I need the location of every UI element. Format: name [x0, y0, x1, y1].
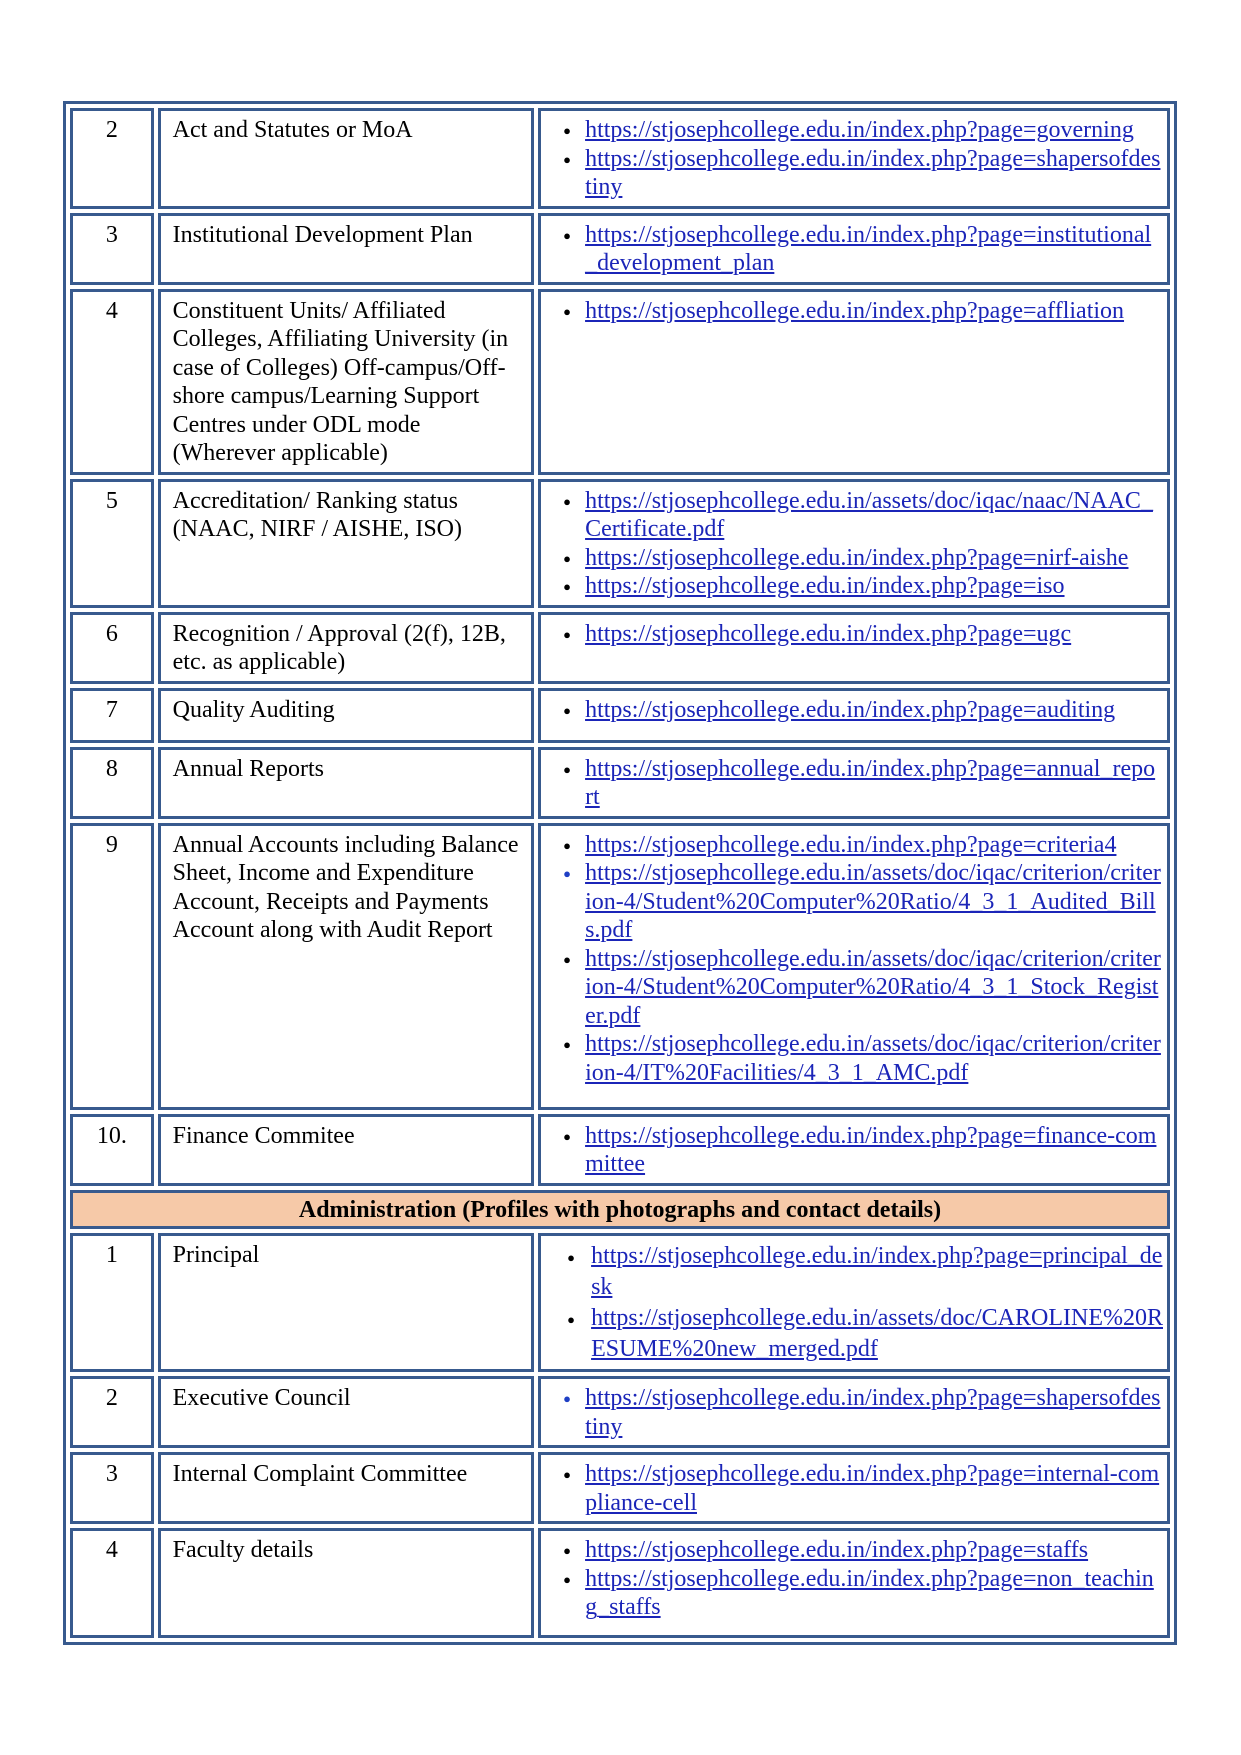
row-label: Accreditation/ Ranking status (NAAC, NIRF / AISHE, ISO)	[158, 479, 534, 608]
table-row	[70, 1233, 1170, 1372]
document-link[interactable]: https://stjosephcollege.edu.in/index.php?page=iso	[585, 573, 1065, 599]
link-list-cell	[538, 213, 1170, 285]
document-link[interactable]: https://stjosephcollege.edu.in/index.php?page=institutional_development_plan	[585, 221, 1152, 276]
list-item	[559, 831, 1163, 860]
list-item	[559, 1303, 1163, 1365]
row-label: Annual Accounts including Balance Sheet, Income and Expenditure Account, Receipts and Payments Account along with Audit Report	[158, 823, 534, 1110]
table-row	[70, 479, 1170, 608]
row-number: 2	[70, 1376, 154, 1448]
document-link[interactable]: https://stjosephcollege.edu.in/index.php?page=criteria4	[585, 831, 1117, 858]
row-number: 3	[70, 1452, 154, 1524]
row-label: Quality Auditing	[158, 688, 534, 743]
row-label: Act and Statutes or MoA	[158, 108, 534, 209]
table-row	[70, 1114, 1170, 1186]
document-link[interactable]: https://stjosephcollege.edu.in/index.php?page=annual_report	[585, 755, 1156, 810]
table-row	[70, 612, 1170, 684]
document-link[interactable]: https://stjosephcollege.edu.in/index.php?page=finance-committee	[585, 1122, 1157, 1177]
table-row	[70, 1528, 1170, 1638]
table-row	[70, 688, 1170, 743]
row-number: 3	[70, 213, 154, 285]
link-list-cell	[538, 1376, 1170, 1448]
list-item	[559, 1565, 1163, 1622]
document-link[interactable]: https://stjosephcollege.edu.in/index.php?page=staffs	[585, 1537, 1089, 1563]
list-item	[559, 487, 1163, 544]
document-link[interactable]: https://stjosephcollege.edu.in/index.php?page=non_teaching_staffs	[585, 1565, 1154, 1620]
list-item	[559, 297, 1163, 326]
row-label: Faculty details	[158, 1528, 534, 1638]
link-list-cell	[538, 479, 1170, 608]
link-list-cell	[538, 823, 1170, 1110]
row-number: 4	[70, 1528, 154, 1638]
link-list-cell	[538, 747, 1170, 819]
row-number: 1	[70, 1233, 154, 1372]
table-row	[70, 289, 1170, 475]
row-label: Internal Complaint Committee	[158, 1452, 534, 1524]
link-list-cell	[538, 1528, 1170, 1638]
list-item	[559, 221, 1163, 278]
list-item	[559, 1536, 1163, 1565]
row-number: 10.	[70, 1114, 154, 1186]
table-row	[70, 823, 1170, 1110]
link-list-cell	[538, 108, 1170, 209]
row-label: Annual Reports	[158, 747, 534, 819]
row-label: Institutional Development Plan	[158, 213, 534, 285]
document-link[interactable]: https://stjosephcollege.edu.in/index.php?page=nirf-aishe	[585, 544, 1129, 571]
row-number: 9	[70, 823, 154, 1110]
row-number: 4	[70, 289, 154, 475]
row-number: 5	[70, 479, 154, 608]
document-link[interactable]: https://stjosephcollege.edu.in/index.php?page=internal-compliance-cell	[585, 1461, 1160, 1516]
document-link[interactable]: https://stjosephcollege.edu.in/index.php?page=principal_desk	[591, 1243, 1163, 1300]
table-row	[70, 1452, 1170, 1524]
section-title: Administration (Profiles with photographs and contact details)	[70, 1190, 1170, 1230]
document-link[interactable]: https://stjosephcollege.edu.in/index.php?page=affliation	[585, 297, 1125, 324]
table-row	[70, 747, 1170, 819]
link-list-cell	[538, 612, 1170, 684]
row-number: 6	[70, 612, 154, 684]
list-item	[559, 620, 1163, 649]
document-link[interactable]: https://stjosephcollege.edu.in/index.php?page=shapersofdestiny	[585, 1385, 1161, 1440]
table-row	[70, 1376, 1170, 1448]
row-label: Finance Commitee	[158, 1114, 534, 1186]
list-item	[559, 116, 1163, 145]
list-item	[559, 755, 1163, 812]
table-row	[70, 213, 1170, 285]
document-link[interactable]: https://stjosephcollege.edu.in/index.php?page=governing	[585, 117, 1134, 143]
list-item	[559, 1122, 1163, 1179]
link-list-cell	[538, 1452, 1170, 1524]
list-item	[559, 1384, 1163, 1441]
list-item	[559, 572, 1163, 601]
row-number: 7	[70, 688, 154, 743]
row-number: 8	[70, 747, 154, 819]
document-link[interactable]: https://stjosephcollege.edu.in/index.php?page=auditing	[585, 696, 1116, 723]
document-link[interactable]: https://stjosephcollege.edu.in/assets/doc/iqac/criterion/criterion-4/Student%20Computer%20Ratio/4_3_1_Stock_Register.pdf	[585, 945, 1161, 1029]
list-item	[559, 1241, 1163, 1303]
disclosure-table	[63, 101, 1177, 1645]
row-number: 2	[70, 108, 154, 209]
table-row	[70, 108, 1170, 209]
list-item	[559, 145, 1163, 202]
document-link[interactable]: https://stjosephcollege.edu.in/assets/doc/iqac/criterion/criterion-4/IT%20Facilities/4_3_1_AMC.pdf	[585, 1031, 1161, 1086]
document-link[interactable]: https://stjosephcollege.edu.in/index.php?page=ugc	[585, 620, 1072, 647]
document-link[interactable]: https://stjosephcollege.edu.in/assets/doc/CAROLINE%20RESUME%20new_merged.pdf	[591, 1305, 1163, 1362]
link-list-cell	[538, 688, 1170, 743]
document-link[interactable]: https://stjosephcollege.edu.in/index.php?page=shapersofdestiny	[585, 145, 1161, 200]
list-item	[559, 1460, 1163, 1517]
row-label: Executive Council	[158, 1376, 534, 1448]
link-list-cell	[538, 1233, 1170, 1372]
row-label: Principal	[158, 1233, 534, 1372]
list-item	[559, 696, 1163, 725]
row-label: Recognition / Approval (2(f), 12B, etc. as applicable)	[158, 612, 534, 684]
list-item	[559, 544, 1163, 573]
list-item	[559, 859, 1163, 945]
section-header-row	[70, 1190, 1170, 1230]
document-link[interactable]: https://stjosephcollege.edu.in/assets/doc/iqac/criterion/criterion-4/Student%20Computer%20Ratio/4_3_1_Audited_Bills.pdf	[585, 860, 1161, 943]
link-list-cell	[538, 289, 1170, 475]
link-list-cell	[538, 1114, 1170, 1186]
list-item	[559, 1030, 1163, 1087]
list-item	[559, 945, 1163, 1031]
row-label: Constituent Units/ Affiliated Colleges, Affiliating University (in case of Colleges) Off-campus/Off-shore campus/Learning Support Centres under ODL mode (Wherever applicable)	[158, 289, 534, 475]
document-link[interactable]: https://stjosephcollege.edu.in/assets/doc/iqac/naac/NAAC_Certificate.pdf	[585, 487, 1153, 542]
